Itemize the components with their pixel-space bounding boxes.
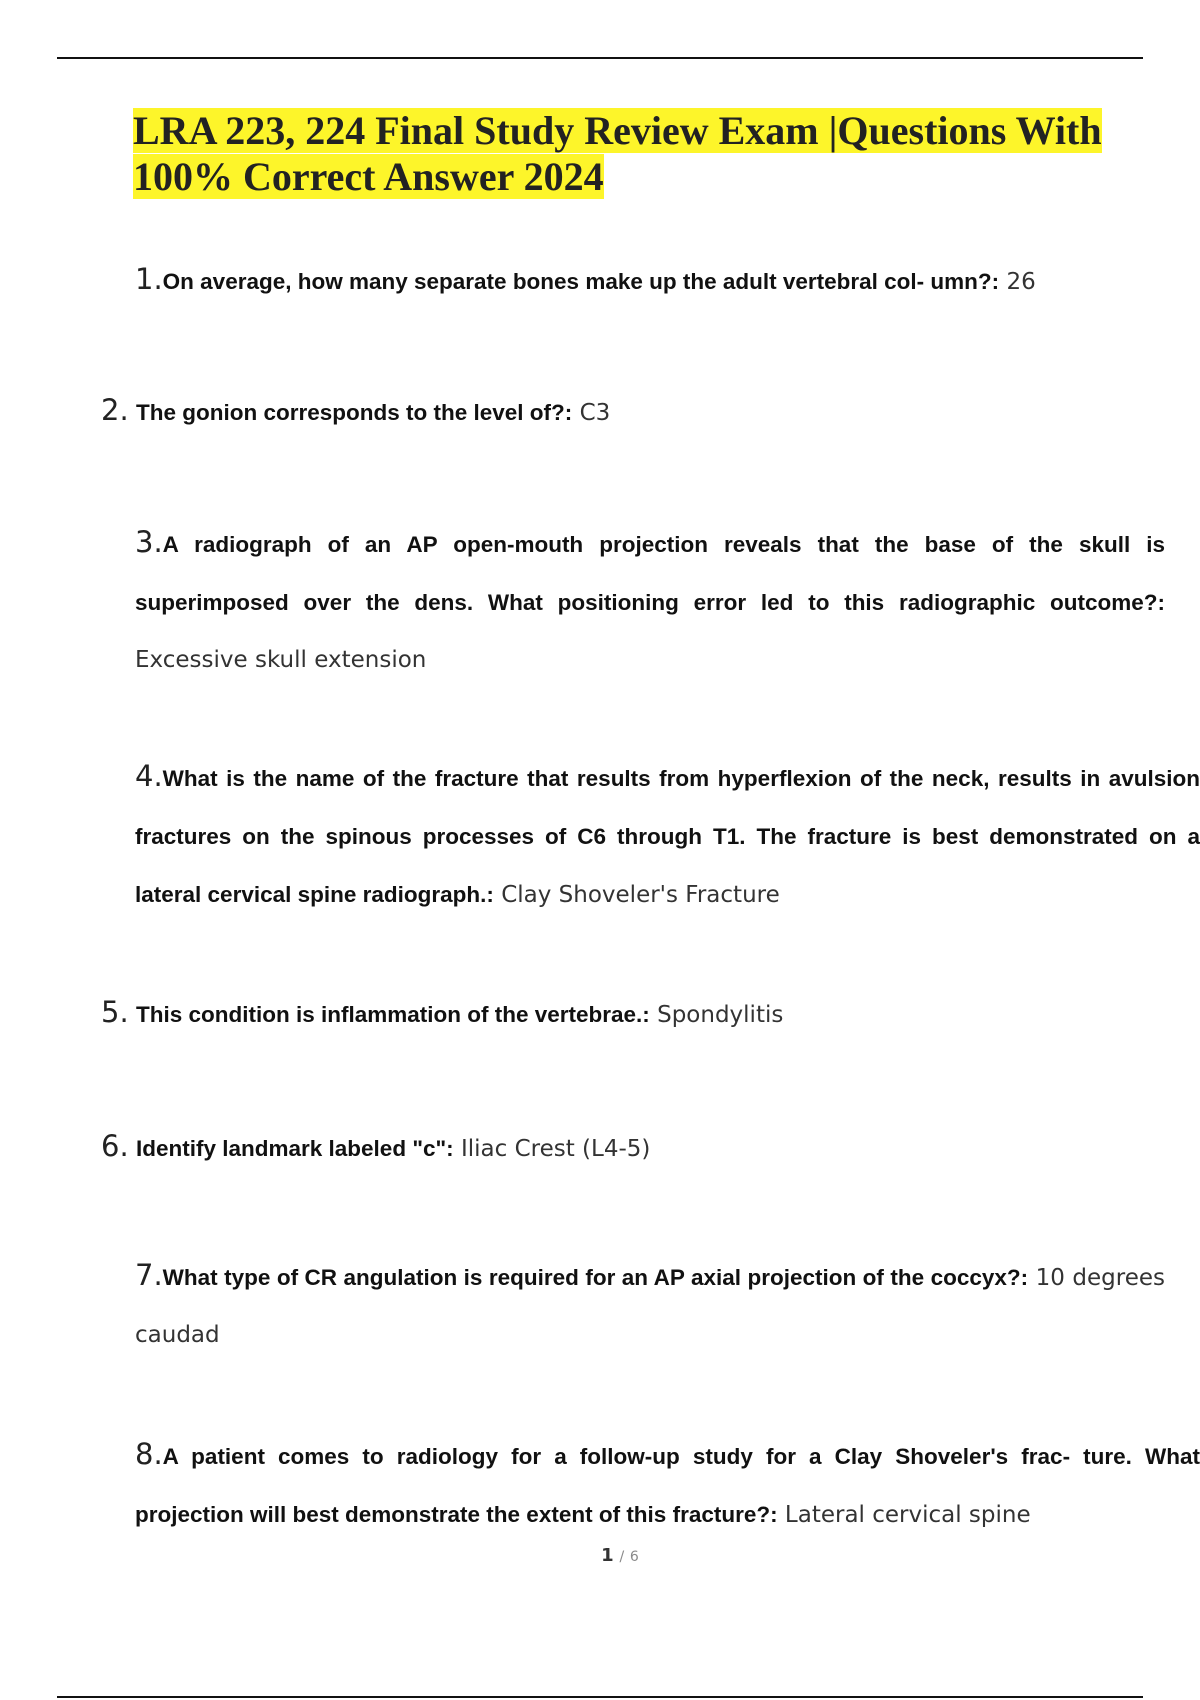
question-number: 8. <box>135 1437 163 1471</box>
question-item <box>135 514 1165 689</box>
answer-text: Lateral cervical spine <box>784 1502 1031 1528</box>
total-pages: 6 <box>629 1549 639 1565</box>
answer-text: Clay Shoveler's Fracture <box>501 882 780 908</box>
question-text: On average, how many separate bones make up the adult vertebral col- umn?: <box>162 269 1000 294</box>
answer-text: Excessive skull extension <box>135 647 427 673</box>
answer-text: Iliac Crest (L4-5) <box>460 1136 651 1162</box>
question-number: 7. <box>135 1258 163 1292</box>
bottom-rule <box>57 1696 1143 1698</box>
question-text: A radiograph of an AP open-mouth projection reveals that the base of the skull is superimposed over the dens. What positioning error led to this radiographic outcome?: <box>135 532 1165 615</box>
question-item <box>101 995 783 1032</box>
question-number: 5. <box>101 995 129 1029</box>
question-text: A patient comes to radiology for a follow-up study for a Clay Shoveler's frac- ture. What projection will best demonstrate the extent of this fracture?: <box>135 1444 1200 1527</box>
current-page: 1 <box>601 1545 614 1566</box>
answer-text: 10 degrees caudad <box>135 1265 1166 1348</box>
question-text: What is the name of the fracture that results from hyperflexion of the neck, results in avulsion fractures on the spinous processes of C6 through T1. The fracture is best demonstrated on a lateral cervical spine radiograph.: <box>135 766 1200 907</box>
question-item <box>135 1247 1165 1364</box>
question-number: 6. <box>101 1129 129 1163</box>
question-text: This condition is inflammation of the vertebrae.: <box>135 1002 650 1027</box>
question-item <box>135 1426 1200 1544</box>
question-item <box>101 393 610 430</box>
question-text: The gonion corresponds to the level of?: <box>135 400 573 425</box>
question-item <box>135 748 1200 924</box>
question-number: 3. <box>135 525 163 559</box>
answer-text: 26 <box>1006 269 1036 295</box>
question-item <box>101 1129 650 1166</box>
question-item <box>135 262 1036 299</box>
answer-text: Spondylitis <box>657 1002 784 1028</box>
top-rule <box>57 57 1143 59</box>
page-indicator <box>0 1545 1200 1566</box>
question-number: 2. <box>101 393 129 427</box>
question-number: 4. <box>135 759 163 793</box>
question-text: Identify landmark labeled "c": <box>135 1136 454 1161</box>
question-number: 1. <box>135 262 163 296</box>
document-title <box>133 108 1133 200</box>
document-title-text: LRA 223, 224 Final Study Review Exam |Questions With 100% Correct Answer 2024 <box>133 108 1102 199</box>
question-text: What type of CR angulation is required for an AP axial projection of the coccyx?: <box>162 1265 1029 1290</box>
page-separator: / <box>619 1549 625 1565</box>
answer-text: C3 <box>579 400 611 426</box>
